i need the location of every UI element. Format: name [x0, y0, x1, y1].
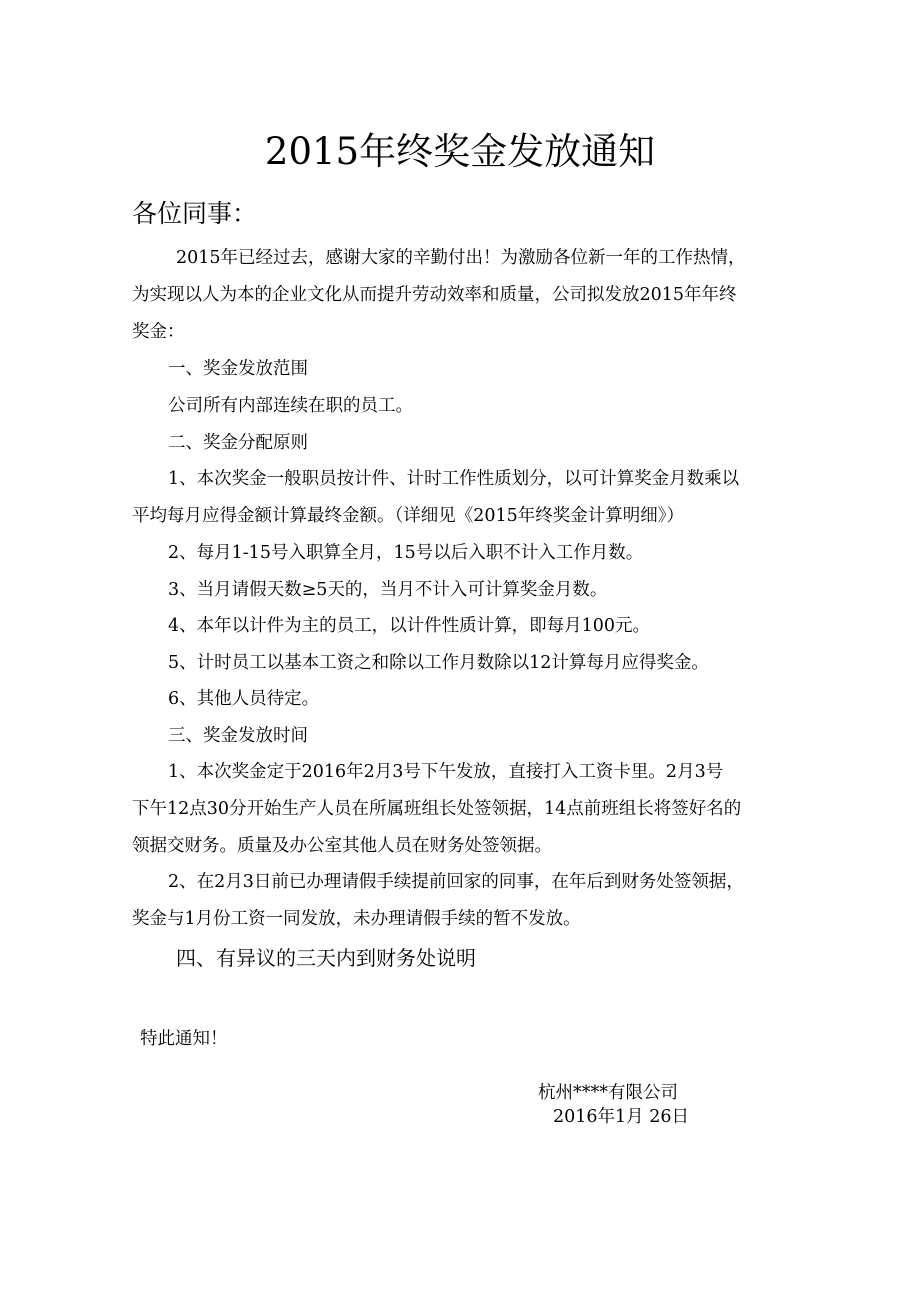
section1-body: 公司所有内部连续在职的员工。	[168, 396, 413, 416]
intro-line-2: 为实现以人为本的企业文化从而提升劳动效率和质量，公司拟发放2015年年终	[132, 285, 737, 305]
section2-item6: 6、其他人员待定。	[168, 689, 320, 709]
signature-company: 杭州****有限公司	[538, 1083, 678, 1103]
section3-item1-line1: 1、本次奖金定于2016年2月3号下午发放，直接打入工资卡里。2月3号	[168, 762, 724, 782]
signature-date: 2016年1月 26日	[553, 1107, 690, 1127]
section2-heading: 二、奖金分配原则	[168, 433, 308, 453]
section3-item1-line2: 下午12点30分开始生产人员在所属班组长处签领据，14点前班组长将签好名的	[132, 799, 742, 819]
section2-item5: 5、计时员工以基本工资之和除以工作月数除以12计算每月应得奖金。	[168, 653, 709, 673]
section2-item4: 4、本年以计件为主的员工，以计件性质计算，即每月100元。	[168, 616, 651, 636]
section3-item2-line1: 2、在2月3日前已办理请假手续提前回家的同事，在年后到财务处签领据，	[168, 872, 744, 892]
section2-item1-line1: 1、本次奖金一般职员按计件、计时工作性质划分，以可计算奖金月数乘以	[168, 469, 740, 489]
greeting: 各位同事：	[132, 199, 258, 228]
section4-heading: 四、有异议的三天内到财务处说明	[176, 946, 476, 970]
section3-item2-line2: 奖金与1月份工资一同发放，未办理请假手续的暂不发放。	[132, 909, 581, 929]
intro-line-1: 2015年已经过去，感谢大家的辛勤付出！为激励各位新一年的工作热情，	[176, 248, 746, 268]
section2-item2: 2、每月1-15号入职算全月，15号以后入职不计入工作月数。	[168, 543, 644, 563]
section3-item1-line3: 领据交财务。质量及办公室其他人员在财务处签领据。	[132, 836, 552, 856]
section2-item1-line2: 平均每月应得金额计算最终金额。（详细见《2015年终奖金计算明细》）	[132, 506, 685, 526]
section2-item3: 3、当月请假天数≥5天的，当月不计入可计算奖金月数。	[168, 580, 608, 600]
closing-remark: 特此通知！	[140, 1029, 228, 1049]
intro-line-3: 奖金：	[132, 322, 185, 342]
section1-heading: 一、奖金发放范围	[168, 359, 308, 379]
document-title: 2015年终奖金发放通知	[264, 130, 656, 173]
section3-heading: 三、奖金发放时间	[168, 726, 308, 746]
